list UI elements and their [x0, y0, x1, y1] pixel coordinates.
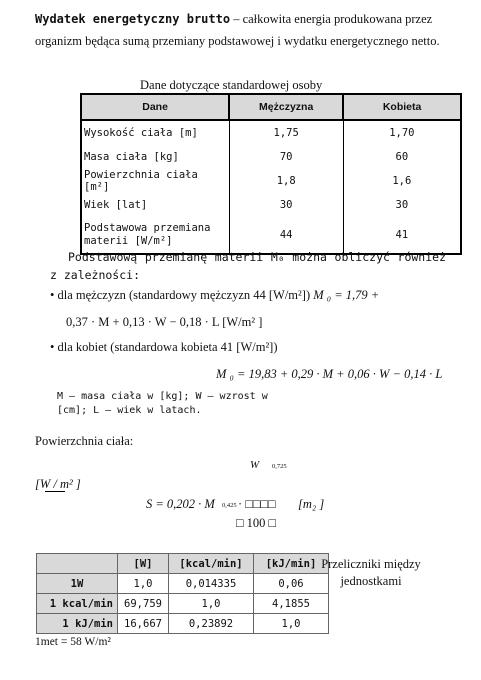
- intro-paragraph: [35, 8, 455, 52]
- standard-person-table: [80, 93, 462, 255]
- women-formula: M ₀ = 19,83 + 0,29 · M + 0,06 · W − 0,14 · L: [216, 367, 443, 381]
- conv-cell: 1,0: [169, 594, 254, 614]
- men-formula-cont: 0,37 · M + 0,13 · W − 0,18 · L [W/m² ]: [66, 315, 263, 329]
- male-value: 30: [229, 193, 343, 217]
- conv-row-head: 1W: [37, 574, 118, 594]
- row-label: Masa ciała [kg]: [84, 151, 179, 163]
- header-mezczyzna: Mężczyzna: [229, 94, 343, 120]
- surface-formula: S = 0,202 · M: [146, 497, 215, 511]
- table-row: [81, 169, 461, 193]
- table-row: [81, 145, 461, 169]
- intro-definition: – całkowita energia produkowana przez organizm będąca sumą przemiany podstawowej i wydatku energetycznego netto.: [35, 12, 440, 48]
- row-label: Wiek [lat]: [84, 199, 148, 211]
- table-row: [37, 574, 329, 594]
- conv-cell: 1,0: [118, 574, 169, 594]
- bmr-intro: Podstawową przemianę materii M₀ można obliczyć również z zależności:: [50, 250, 446, 282]
- surface-unit-left: [W / m² ]: [35, 477, 81, 491]
- surface-exp-top: 0,725: [272, 463, 287, 470]
- conv-cell: 69,759: [118, 594, 169, 614]
- table-row: [81, 120, 461, 145]
- header-dane: Dane: [81, 94, 229, 120]
- male-value: 1,75: [229, 120, 343, 145]
- table-row: [37, 614, 329, 634]
- female-value: 30: [343, 193, 461, 217]
- men-label: dla mężczyzn (standardowy mężczyzn 44 [W/m²]): [57, 288, 311, 302]
- women-line: [50, 338, 278, 356]
- surface-label: Powierzchnia ciała:: [35, 434, 134, 448]
- female-value: 60: [343, 145, 461, 169]
- women-label: dla kobiet (standardowa kobieta 41 [W/m²]): [57, 340, 278, 354]
- conversion-table: [36, 553, 329, 634]
- conv-cell: 0,014335: [169, 574, 254, 594]
- table-row: [81, 193, 461, 217]
- conv-cell: 16,667: [118, 614, 169, 634]
- conv-header-w: [W]: [118, 554, 169, 574]
- table-caption: Dane dotyczące standardowej osoby: [140, 78, 323, 92]
- row-label: Powierzchnia ciała [m²]: [84, 169, 198, 193]
- header-kobieta: Kobieta: [343, 94, 461, 120]
- conv-header-kj: [kJ/min]: [254, 554, 329, 574]
- male-value: 1,8: [229, 169, 343, 193]
- conv-corner: [37, 554, 118, 574]
- row-label: Podstawowa przemiana materii [W/m²]: [84, 222, 211, 247]
- conv-cell: 1,0: [254, 614, 329, 634]
- row-label: Wysokość ciała [m]: [84, 127, 198, 139]
- table-header-row: [81, 94, 461, 120]
- variables-legend: M – masa ciała w [kg]; W – wzrost w [cm]; L – wiek w latach.: [57, 391, 268, 416]
- male-value: 70: [229, 145, 343, 169]
- conv-cell: 0,06: [254, 574, 329, 594]
- surface-exp-mid: 0,425: [222, 502, 237, 509]
- conv-cell: 4,1855: [254, 594, 329, 614]
- men-line: [50, 286, 379, 304]
- bullet: •: [50, 340, 55, 354]
- surface-denominator: □ 100 □: [236, 516, 277, 530]
- female-value: 1,70: [343, 120, 461, 145]
- table-row: [37, 594, 329, 614]
- met-definition: 1met = 58 W/m²: [35, 636, 111, 648]
- men-formula-start: M ₀ = 1,79 +: [313, 288, 380, 302]
- female-value: 1,6: [343, 169, 461, 193]
- surface-w-top: W: [250, 459, 260, 471]
- fraction-bar: [45, 491, 65, 492]
- conv-header-kcal: [kcal/min]: [169, 554, 254, 574]
- conv-header-row: [37, 554, 329, 574]
- conv-row-head: 1 kcal/min: [37, 594, 118, 614]
- conv-row-head: 1 kJ/min: [37, 614, 118, 634]
- male-value: 44: [229, 217, 343, 254]
- surface-unit-right: [m₂ ]: [298, 497, 325, 511]
- bullet: •: [50, 288, 55, 302]
- conv-cell: 0,23892: [169, 614, 254, 634]
- intro-term: Wydatek energetyczny brutto: [35, 12, 231, 26]
- female-value: 41: [343, 217, 461, 254]
- conversion-caption: Przeliczniki między jednostkami: [321, 557, 421, 588]
- surface-boxes: · □□□□: [238, 497, 276, 511]
